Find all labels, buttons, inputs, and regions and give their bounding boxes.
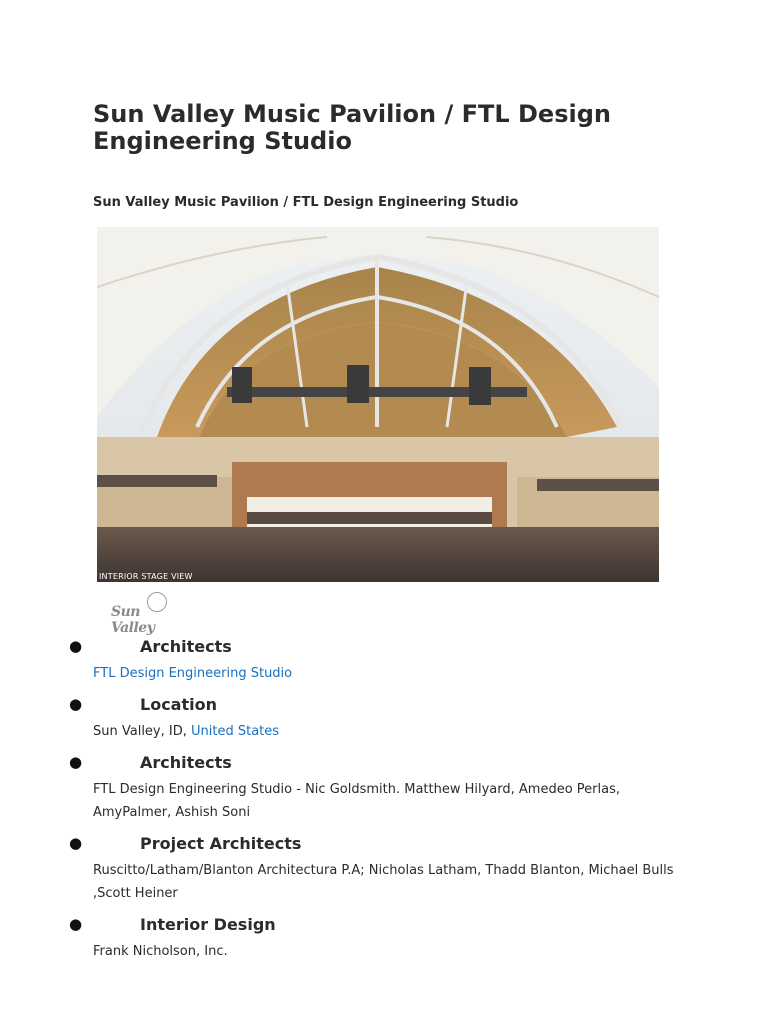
detail-heading: Location [140, 695, 217, 714]
detail-value: FTL Design Engineering Studio - Nic Goldsmith. Matthew Hilyard, Amedeo Perlas, AmyPalmer, Ashish Soni [93, 782, 620, 820]
list-item [69, 833, 683, 905]
country-link[interactable]: United States [191, 724, 280, 739]
pavilion-illustration [97, 227, 659, 582]
list-item [69, 914, 683, 963]
location-text: Sun Valley, ID, [93, 724, 192, 739]
detail-heading: Interior Design [140, 915, 276, 934]
list-item [69, 694, 683, 743]
pavilion-photo [97, 227, 659, 582]
detail-heading: Architects [140, 753, 232, 772]
page-title: Sun Valley Music Pavilion / FTL Design Engineering Studio [93, 100, 611, 155]
bullet-icon: ● [69, 695, 83, 713]
bullet-icon: ● [69, 637, 83, 655]
detail-value: Frank Nicholson, Inc. [93, 944, 228, 959]
bullet-icon: ● [69, 753, 83, 771]
location-value [93, 720, 683, 743]
architects-link[interactable]: FTL Design Engineering Studio [93, 666, 293, 681]
article-subtitle: Sun Valley Music Pavilion / FTL Design Engineering Studio [93, 195, 519, 210]
detail-value: Ruscitto/Latham/Blanton Architectura P.A; Nicholas Latham, Thadd Blanton, Michael Bulls ,Scott Heiner [93, 863, 674, 901]
bullet-icon: ● [69, 915, 83, 933]
detail-heading: Project Architects [140, 834, 302, 853]
list-item [69, 752, 683, 824]
bullet-icon: ● [69, 834, 83, 852]
sun-valley-logo [111, 592, 187, 636]
photo-caption: INTERIOR STAGE VIEW [99, 572, 193, 581]
logo-text: Sun Valley [111, 604, 155, 636]
detail-heading: Architects [140, 637, 232, 656]
project-details-list [69, 636, 683, 972]
list-item [69, 636, 683, 685]
